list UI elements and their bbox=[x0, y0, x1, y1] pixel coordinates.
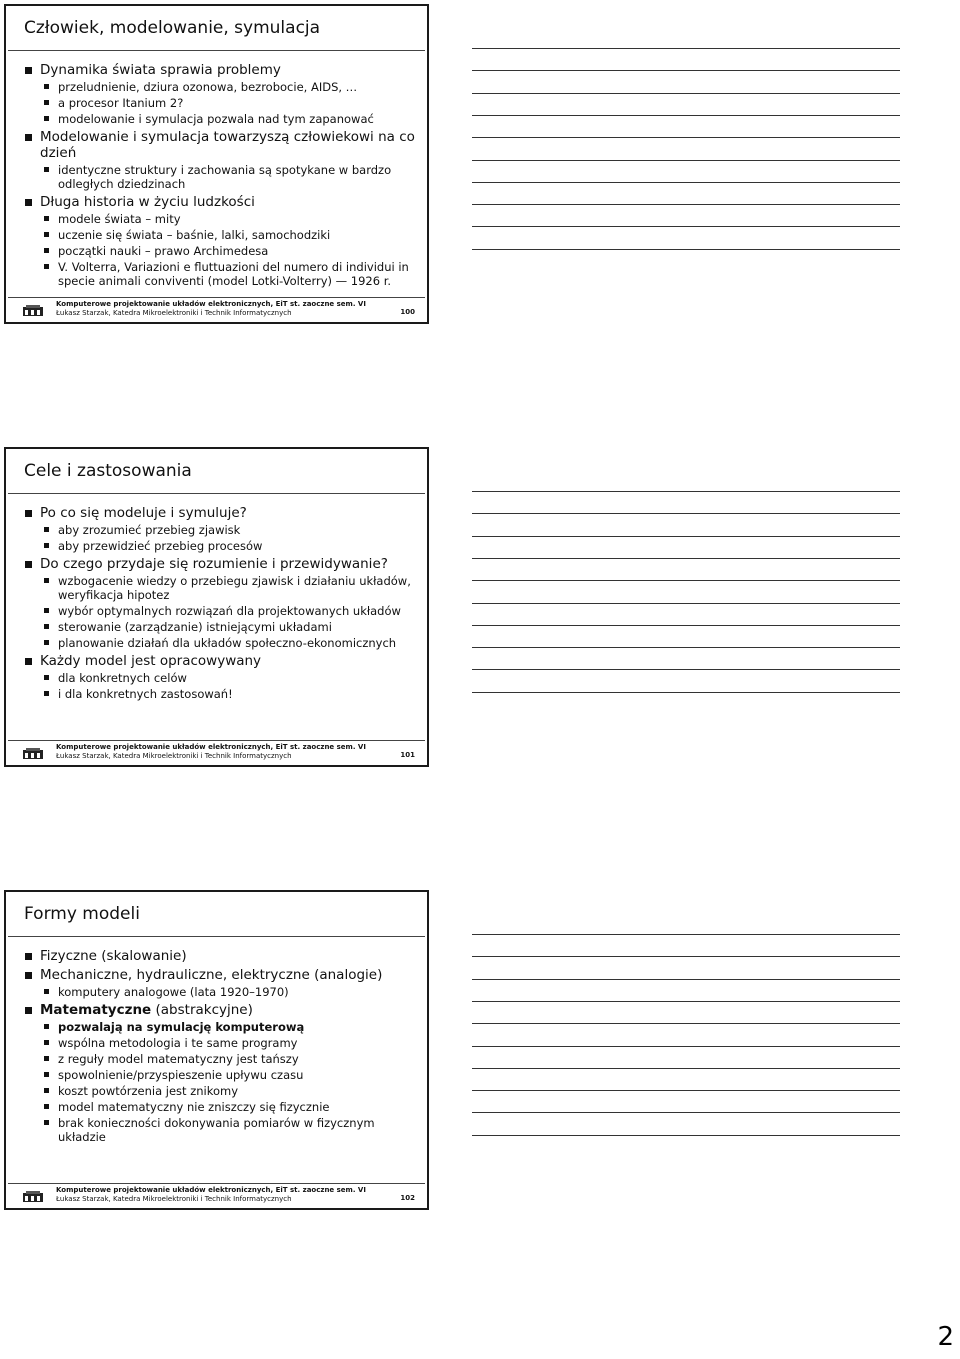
note-line bbox=[472, 956, 900, 957]
bullet-item bbox=[24, 1002, 419, 1018]
note-line bbox=[472, 160, 900, 161]
square-bullet-icon bbox=[44, 248, 49, 253]
square-bullet-icon bbox=[44, 640, 49, 645]
item-text: V. Volterra, Variazioni e fluttuazioni del numero di individui in specie animali conviventi (model Lotki-Volterry) — 1926 r. bbox=[58, 260, 409, 288]
bullet-item bbox=[24, 62, 419, 78]
footer-author: Łukasz Starzak, Katedra Mikroelektroniki i Technik Informatycznych bbox=[56, 752, 292, 760]
note-line bbox=[472, 558, 900, 559]
footer-course: Komputerowe projektowanie układów elektronicznych, EiT st. zaoczne sem. VI bbox=[56, 1186, 366, 1194]
sub-bullet-item bbox=[24, 80, 419, 94]
note-line bbox=[472, 979, 900, 980]
item-text: przeludnienie, dziura ozonowa, bezrobocie, AIDS, … bbox=[58, 80, 358, 94]
sub-bullet-item bbox=[24, 228, 419, 242]
note-line bbox=[472, 1046, 900, 1047]
bold-text: Matematyczne bbox=[40, 1002, 152, 1018]
bullet-item bbox=[24, 967, 419, 983]
square-bullet-icon bbox=[25, 510, 32, 517]
sub-bullet-item bbox=[24, 1084, 419, 1098]
item-text: modelowanie i symulacja pozwala nad tym zapanować bbox=[58, 112, 374, 126]
sub-bullet-item bbox=[24, 574, 419, 602]
item-text: Mechaniczne, hydrauliczne, elektryczne (analogie) bbox=[40, 967, 383, 983]
item-text: uczenie się świata – baśnie, lalki, samochodziki bbox=[58, 228, 331, 242]
square-bullet-icon bbox=[44, 691, 49, 696]
note-line bbox=[472, 115, 900, 116]
university-logo-icon bbox=[22, 304, 44, 318]
sub-bullet-item bbox=[24, 1068, 419, 1082]
item-text: model matematyczny nie zniszczy się fizycznie bbox=[58, 1100, 330, 1114]
square-bullet-icon bbox=[44, 675, 49, 680]
note-line bbox=[472, 1112, 900, 1113]
sub-bullet-item bbox=[24, 96, 419, 110]
square-bullet-icon bbox=[44, 1056, 49, 1061]
notes-lines bbox=[472, 0, 900, 1359]
item-text: identyczne struktury i zachowania są spotykane w bardzo odległych dziedzinach bbox=[58, 163, 392, 191]
item-text: planowanie działań dla układów społeczno-ekonomicznych bbox=[58, 636, 397, 650]
square-bullet-icon bbox=[44, 1088, 49, 1093]
square-bullet-icon bbox=[44, 100, 49, 105]
square-bullet-icon bbox=[44, 578, 49, 583]
item-text: aby przewidzieć przebieg procesów bbox=[58, 539, 263, 553]
item-text: dla konkretnych celów bbox=[58, 671, 187, 685]
item-text: wspólna metodologia i te same programy bbox=[58, 1036, 298, 1050]
slide-number: 102 bbox=[400, 1194, 415, 1202]
sub-bullet-item bbox=[24, 671, 419, 685]
note-line bbox=[472, 204, 900, 205]
sub-bullet-item bbox=[24, 163, 419, 191]
note-line bbox=[472, 137, 900, 138]
square-bullet-icon bbox=[44, 527, 49, 532]
slide-content bbox=[24, 505, 419, 701]
bullet-item bbox=[24, 948, 419, 964]
square-bullet-icon bbox=[25, 1007, 32, 1014]
item-text: komputery analogowe (lata 1920–1970) bbox=[58, 985, 289, 999]
item-text: (abstrakcyjne) bbox=[151, 1002, 253, 1018]
bold-text: pozwalają na symulację komputerową bbox=[58, 1020, 305, 1034]
sub-bullet-item bbox=[24, 636, 419, 650]
item-text: Fizyczne (skalowanie) bbox=[40, 948, 187, 964]
square-bullet-icon bbox=[44, 624, 49, 629]
slide-title: Człowiek, modelowanie, symulacja bbox=[24, 18, 321, 38]
university-logo-icon bbox=[22, 1190, 44, 1204]
sub-bullet-item bbox=[24, 244, 419, 258]
sub-bullet-item bbox=[24, 1100, 419, 1114]
slide-footer bbox=[8, 1183, 425, 1208]
square-bullet-icon bbox=[25, 658, 32, 665]
sub-bullet-item bbox=[24, 985, 419, 999]
page-number: 2 bbox=[937, 1322, 954, 1352]
sub-bullet-item bbox=[24, 1020, 419, 1034]
item-text: a procesor Itanium 2? bbox=[58, 96, 184, 110]
item-text: wzbogacenie wiedzy o przebiegu zjawisk i działaniu układów, weryfikacja hipotez bbox=[58, 574, 411, 602]
note-line bbox=[472, 536, 900, 537]
note-line bbox=[472, 934, 900, 935]
note-line bbox=[472, 182, 900, 183]
item-text: modele świata – mity bbox=[58, 212, 181, 226]
square-bullet-icon bbox=[44, 1072, 49, 1077]
sub-bullet-item bbox=[24, 523, 419, 537]
item-text: koszt powtórzenia jest znikomy bbox=[58, 1084, 239, 1098]
square-bullet-icon bbox=[25, 134, 32, 141]
slide-102 bbox=[4, 890, 429, 1210]
sub-bullet-item bbox=[24, 260, 419, 288]
footer-author: Łukasz Starzak, Katedra Mikroelektroniki i Technik Informatycznych bbox=[56, 1195, 292, 1203]
square-bullet-icon bbox=[44, 264, 49, 269]
item-text: początki nauki – prawo Archimedesa bbox=[58, 244, 269, 258]
item-text: Po co się modeluje i symuluje? bbox=[40, 505, 247, 521]
slide-number: 101 bbox=[400, 751, 415, 759]
square-bullet-icon bbox=[25, 67, 32, 74]
item-text: spowolnienie/przyspieszenie upływu czasu bbox=[58, 1068, 304, 1082]
slide-number: 100 bbox=[400, 308, 415, 316]
bullet-item bbox=[24, 505, 419, 521]
note-line bbox=[472, 580, 900, 581]
university-logo-icon bbox=[22, 747, 44, 761]
slide-101 bbox=[4, 447, 429, 767]
footer-author: Łukasz Starzak, Katedra Mikroelektroniki i Technik Informatycznych bbox=[56, 309, 292, 317]
sub-bullet-item bbox=[24, 112, 419, 126]
slide-100 bbox=[4, 4, 429, 324]
item-text: aby zrozumieć przebieg zjawisk bbox=[58, 523, 241, 537]
note-line bbox=[472, 692, 900, 693]
sub-bullet-item bbox=[24, 687, 419, 701]
note-line bbox=[472, 625, 900, 626]
note-line bbox=[472, 70, 900, 71]
bullet-item bbox=[24, 653, 419, 669]
note-line bbox=[472, 226, 900, 227]
sub-bullet-item bbox=[24, 604, 419, 618]
square-bullet-icon bbox=[44, 543, 49, 548]
square-bullet-icon bbox=[44, 167, 49, 172]
sub-bullet-item bbox=[24, 1052, 419, 1066]
note-line bbox=[472, 1090, 900, 1091]
slide-title: Cele i zastosowania bbox=[24, 461, 192, 481]
item-text: Modelowanie i symulacja towarzyszą człowiekowi na co dzień bbox=[40, 129, 415, 161]
note-line bbox=[472, 513, 900, 514]
slide-content bbox=[24, 62, 419, 288]
square-bullet-icon bbox=[44, 84, 49, 89]
square-bullet-icon bbox=[44, 989, 49, 994]
title-divider bbox=[8, 936, 425, 937]
bullet-item bbox=[24, 194, 419, 210]
note-line bbox=[472, 1068, 900, 1069]
sub-bullet-item bbox=[24, 1116, 419, 1144]
item-text: Do czego przydaje się rozumienie i przewidywanie? bbox=[40, 556, 388, 572]
item-text: Dynamika świata sprawia problemy bbox=[40, 62, 281, 78]
item-text: Długa historia w życiu ludzkości bbox=[40, 194, 255, 210]
item-text: brak konieczności dokonywania pomiarów w fizycznym układzie bbox=[58, 1116, 375, 1144]
sub-bullet-item bbox=[24, 1036, 419, 1050]
note-line bbox=[472, 1001, 900, 1002]
note-line bbox=[472, 93, 900, 94]
square-bullet-icon bbox=[25, 199, 32, 206]
sub-bullet-item bbox=[24, 212, 419, 226]
square-bullet-icon bbox=[25, 561, 32, 568]
note-line bbox=[472, 491, 900, 492]
note-line bbox=[472, 48, 900, 49]
title-divider bbox=[8, 493, 425, 494]
note-line bbox=[472, 647, 900, 648]
note-line bbox=[472, 669, 900, 670]
slide-content bbox=[24, 948, 419, 1144]
square-bullet-icon bbox=[25, 953, 32, 960]
square-bullet-icon bbox=[44, 1120, 49, 1125]
item-text: wybór optymalnych rozwiązań dla projektowanych układów bbox=[58, 604, 401, 618]
bullet-item bbox=[24, 556, 419, 572]
title-divider bbox=[8, 50, 425, 51]
footer-course: Komputerowe projektowanie układów elektronicznych, EiT st. zaoczne sem. VI bbox=[56, 743, 366, 751]
slide-footer bbox=[8, 740, 425, 765]
note-line bbox=[472, 603, 900, 604]
item-text: i dla konkretnych zastosowań! bbox=[58, 687, 233, 701]
square-bullet-icon bbox=[44, 216, 49, 221]
square-bullet-icon bbox=[44, 116, 49, 121]
note-line bbox=[472, 1135, 900, 1136]
slide-title: Formy modeli bbox=[24, 904, 140, 924]
square-bullet-icon bbox=[44, 1040, 49, 1045]
square-bullet-icon bbox=[44, 1024, 49, 1029]
square-bullet-icon bbox=[44, 1104, 49, 1109]
note-line bbox=[472, 249, 900, 250]
note-line bbox=[472, 1023, 900, 1024]
item-text: z reguły model matematyczny jest tańszy bbox=[58, 1052, 299, 1066]
footer-course: Komputerowe projektowanie układów elektronicznych, EiT st. zaoczne sem. VI bbox=[56, 300, 366, 308]
slide-footer bbox=[8, 297, 425, 322]
square-bullet-icon bbox=[44, 232, 49, 237]
sub-bullet-item bbox=[24, 539, 419, 553]
item-text: Każdy model jest opracowywany bbox=[40, 653, 262, 669]
bullet-item bbox=[24, 129, 419, 161]
sub-bullet-item bbox=[24, 620, 419, 634]
item-text: sterowanie (zarządzanie) istniejącymi układami bbox=[58, 620, 332, 634]
square-bullet-icon bbox=[25, 972, 32, 979]
square-bullet-icon bbox=[44, 608, 49, 613]
